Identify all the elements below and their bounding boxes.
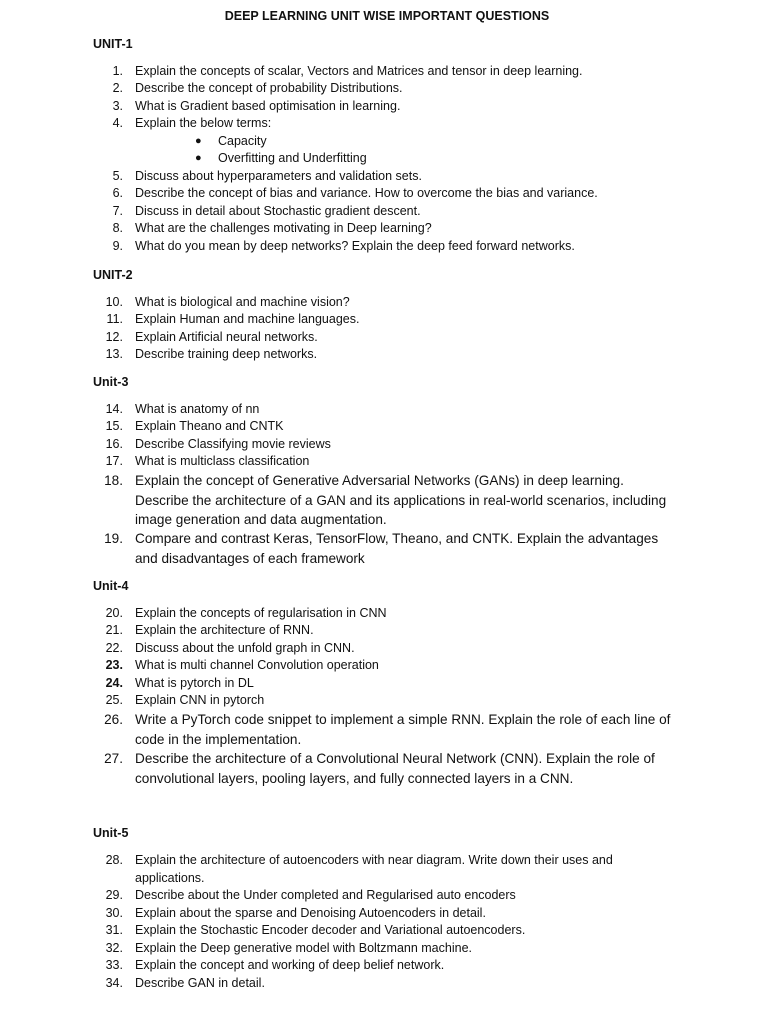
question-text: Explain the concepts of scalar, Vectors and Matrices and tensor in deep learning. <box>135 64 583 78</box>
question-number: 13. <box>105 347 123 361</box>
question-number: 4. <box>112 116 123 130</box>
question-number: 23. <box>105 658 123 672</box>
unit-heading-4: Unit-4 <box>93 579 129 593</box>
question-number: 31. <box>105 923 123 937</box>
bullet-dot-icon: ● <box>195 152 202 164</box>
question-text: Explain the concepts of regularisation in CNN <box>135 606 387 620</box>
question-number: 33. <box>105 958 123 972</box>
question-number: 32. <box>105 941 123 955</box>
question-text: Discuss about hyperparameters and validation sets. <box>135 169 422 183</box>
question-text: What is pytorch in DL <box>135 676 254 690</box>
question-number: 9. <box>112 239 123 253</box>
bullet-text: Overfitting and Underfitting <box>218 151 367 165</box>
question-text: What is anatomy of nn <box>135 402 260 416</box>
question-text: Explain the architecture of autoencoders with near diagram. Write down their uses and applications. <box>135 853 613 885</box>
question-number: 5. <box>112 169 123 183</box>
question-number: 27. <box>104 751 123 766</box>
question-text: What are the challenges motivating in Deep learning? <box>135 221 432 235</box>
question-text: Explain CNN in pytorch <box>135 693 265 707</box>
question-text: What is multiclass classification <box>135 454 310 468</box>
question-text: Discuss in detail about Stochastic gradient descent. <box>135 204 421 218</box>
question-number: 11. <box>106 312 123 326</box>
question-text: Describe training deep networks. <box>135 347 318 361</box>
question-number: 8. <box>112 221 123 235</box>
question-number: 20. <box>105 606 123 620</box>
question-number: 29. <box>105 888 123 902</box>
question-text: Explain about the sparse and Denoising Autoencoders in detail. <box>135 906 486 920</box>
question-number: 15. <box>105 419 123 433</box>
question-text: Describe the architecture of a Convolutional Neural Network (CNN). Explain the role of convolutional layers, pooling layers, and fully connected layers in a CNN. <box>135 751 655 786</box>
question-number: 18. <box>104 473 123 488</box>
question-text: What is multi channel Convolution operation <box>135 658 379 672</box>
question-number: 3. <box>112 99 123 113</box>
unit-heading-2: UNIT-2 <box>93 268 133 282</box>
question-text: Explain the architecture of RNN. <box>135 623 314 637</box>
question-text: Describe the concept of probability Distributions. <box>135 81 403 95</box>
unit-heading-5: Unit-5 <box>93 826 129 840</box>
question-text: Explain the below terms: <box>135 116 272 130</box>
question-number: 28. <box>105 853 123 867</box>
question-text: Compare and contrast Keras, TensorFlow, Theano, and CNTK. Explain the advantages and disadvantages of each framework <box>135 531 659 566</box>
question-text: Explain the Deep generative model with Boltzmann machine. <box>135 941 472 955</box>
question-number: 2. <box>112 81 123 95</box>
question-number: 12. <box>105 330 123 344</box>
question-number: 17. <box>105 454 123 468</box>
question-text: Explain the concept and working of deep belief network. <box>135 958 445 972</box>
question-number: 6. <box>112 186 123 200</box>
question-text: Explain Human and machine languages. <box>135 312 360 326</box>
unit-heading-1: UNIT-1 <box>93 37 133 51</box>
question-text: Describe Classifying movie reviews <box>135 437 331 451</box>
question-text: Write a PyTorch code snippet to implement a simple RNN. Explain the role of each line of code in the implementation. <box>135 712 671 747</box>
question-number: 22. <box>105 641 123 655</box>
question-number: 26. <box>104 712 123 727</box>
question-text: Explain Artificial neural networks. <box>135 330 318 344</box>
question-number: 10. <box>105 295 123 309</box>
question-text: What is biological and machine vision? <box>135 295 350 309</box>
question-number: 21. <box>105 623 123 637</box>
question-number: 7. <box>112 204 123 218</box>
question-number: 14. <box>105 402 123 416</box>
question-text: Describe about the Under completed and Regularised auto encoders <box>135 888 516 902</box>
question-number: 19. <box>104 531 123 546</box>
question-number: 24. <box>105 676 123 690</box>
question-text: What is Gradient based optimisation in learning. <box>135 99 401 113</box>
bullet-dot-icon: ● <box>195 135 202 147</box>
question-text: Discuss about the unfold graph in CNN. <box>135 641 355 655</box>
question-text: What do you mean by deep networks? Explain the deep feed forward networks. <box>135 239 575 253</box>
question-number: 16. <box>105 437 123 451</box>
unit-heading-3: Unit-3 <box>93 375 129 389</box>
question-text: Explain Theano and CNTK <box>135 419 284 433</box>
question-text: Describe the concept of bias and variance. How to overcome the bias and variance. <box>135 186 598 200</box>
question-text: Explain the concept of Generative Adversarial Networks (GANs) in deep learning. Describe the architecture of a GAN and its applications in real-world scenarios, including image generation and data augmentation. <box>135 473 667 527</box>
question-number: 34. <box>105 976 123 990</box>
bullet-text: Capacity <box>218 134 267 148</box>
question-number: 25. <box>105 693 123 707</box>
question-text: Explain the Stochastic Encoder decoder and Variational autoencoders. <box>135 923 526 937</box>
document-title: DEEP LEARNING UNIT WISE IMPORTANT QUESTIONS <box>224 9 550 23</box>
question-number: 30. <box>105 906 123 920</box>
question-text: Describe GAN in detail. <box>135 976 265 990</box>
question-number: 1. <box>112 64 123 78</box>
